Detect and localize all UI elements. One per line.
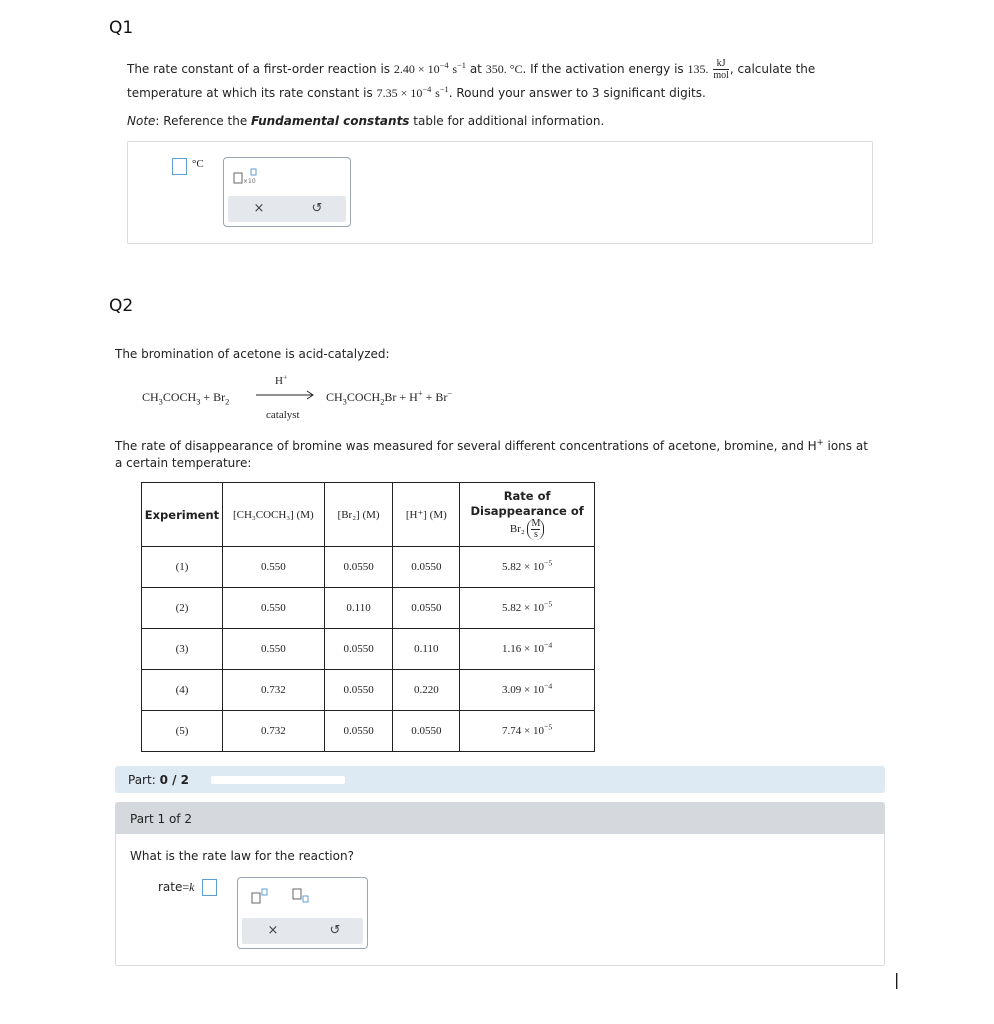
q2-intro: The bromination of acetone is acid-catalyzed: (115, 347, 390, 361)
cell-hplus: 0.0550 (393, 711, 460, 752)
table-row (142, 711, 595, 752)
cell-rate: $1.16 \times 10^{-4}$ (460, 629, 595, 670)
kj-per-mol-fraction: kJ mol (713, 58, 729, 81)
cell-acetone: 0.732 (222, 711, 324, 752)
q1-toolbar (228, 196, 346, 222)
cell-acetone: 0.550 (222, 629, 324, 670)
cell-bromine: 0.0550 (324, 670, 393, 711)
table-row (142, 588, 595, 629)
q2-clear-button[interactable]: × (267, 923, 279, 938)
cell-bromine: 0.110 (324, 588, 393, 629)
q1-undo-button[interactable]: ↺ (311, 201, 323, 216)
cell-bromine: 0.0550 (324, 711, 393, 752)
cell-hplus: 0.220 (393, 670, 460, 711)
cell-experiment: (2) (142, 588, 223, 629)
cell-hplus: 0.0550 (393, 588, 460, 629)
cell-rate: $5.82 \times 10^{-5}$ (460, 588, 595, 629)
fundamental-constants-link[interactable]: Fundamental constants (251, 114, 410, 128)
arrow-catalyst-bottom: catalyst (266, 409, 300, 421)
q2-rate-text-line-2: a certain temperature: (115, 456, 252, 470)
svg-text:×10: ×10 (243, 178, 256, 185)
table-header-row (142, 483, 595, 547)
q2-rate-text-line-1: The rate of disappearance of bromine was measured for several different concentrations of acetone, bromine, and H+ ions at (115, 437, 868, 453)
q1-problem-line-2: temperature at which its rate constant is $7.35 \times 10^{-4}$ $s^{-1}$. Round your answer to 3 significant digits. (127, 85, 706, 100)
part-1-header (115, 802, 885, 834)
text-cursor: | (894, 970, 900, 989)
header-acetone: [CH₃COCH₃] (M) (222, 483, 324, 547)
part-1-title: Part 1 of 2 (130, 812, 192, 826)
q1-problem-line-1: The rate constant of a first-order reaction is $2.40 \times 10^{-4}$ $s^{-1}$ at 350. °C. If the activation energy is 135. kJ mol , calculate the (127, 58, 816, 81)
question-1-label: Q1 (109, 18, 134, 38)
cell-acetone: 0.732 (222, 670, 324, 711)
cell-experiment: (3) (142, 629, 223, 670)
rate-law-input[interactable] (202, 879, 217, 896)
table-row (142, 629, 595, 670)
header-hplus: [H⁺] (M) (393, 483, 460, 547)
superscript-button[interactable] (251, 888, 269, 904)
cell-acetone: 0.550 (222, 588, 324, 629)
q2-undo-button[interactable]: ↺ (329, 923, 341, 938)
cell-hplus: 0.0550 (393, 547, 460, 588)
cell-acetone: 0.550 (222, 547, 324, 588)
part-progress-bar (115, 766, 885, 793)
table-row (142, 547, 595, 588)
cell-hplus: 0.110 (393, 629, 460, 670)
temperature-answer-input[interactable] (172, 158, 187, 175)
cell-rate: $5.82 \times 10^{-5}$ (460, 547, 595, 588)
q1-math-toolpanel (223, 157, 351, 227)
scientific-notation-button[interactable] (233, 168, 257, 186)
cell-bromine: 0.0550 (324, 547, 393, 588)
table-row (142, 670, 595, 711)
question-2-label: Q2 (109, 296, 134, 316)
sci-notation-icon (233, 168, 257, 186)
celsius-unit-label: °C (192, 158, 204, 170)
reaction-reactants: $CH_3COCH_3 + Br_2$ (142, 390, 230, 407)
q1-clear-button[interactable]: × (253, 201, 265, 216)
part-progress-label: Part: 0 / 2 (128, 773, 189, 787)
rate-law-label: rate=k (158, 880, 195, 894)
progress-track (211, 776, 345, 784)
cell-experiment: (5) (142, 711, 223, 752)
reaction-products: $CH_3COCH_2Br + H^+ + Br^-$ (326, 389, 453, 407)
header-rate: Rate of Disappearance of Br₂ $\frac{M}{s}$ (460, 483, 595, 547)
cell-experiment: (4) (142, 670, 223, 711)
q2-math-toolpanel (237, 877, 368, 949)
cell-rate: $7.74 \times 10^{-5}$ (460, 711, 595, 752)
kinetics-data-table (141, 482, 595, 752)
superscript-icon (251, 888, 269, 904)
header-experiment: Experiment (142, 483, 223, 547)
cell-experiment: (1) (142, 547, 223, 588)
part-1-question: What is the rate law for the reaction? (130, 849, 354, 863)
q1-note: Note: Reference the Fundamental constants table for additional information. (127, 114, 605, 128)
arrow-catalyst-top: H+ (275, 372, 288, 387)
cell-rate: $3.09 \times 10^{-4}$ (460, 670, 595, 711)
reaction-arrow-icon (256, 390, 316, 400)
cell-bromine: 0.0550 (324, 629, 393, 670)
subscript-icon (292, 888, 310, 904)
header-bromine: [Br₂] (M) (324, 483, 393, 547)
subscript-button[interactable] (292, 888, 310, 904)
q2-toolbar (242, 918, 363, 944)
